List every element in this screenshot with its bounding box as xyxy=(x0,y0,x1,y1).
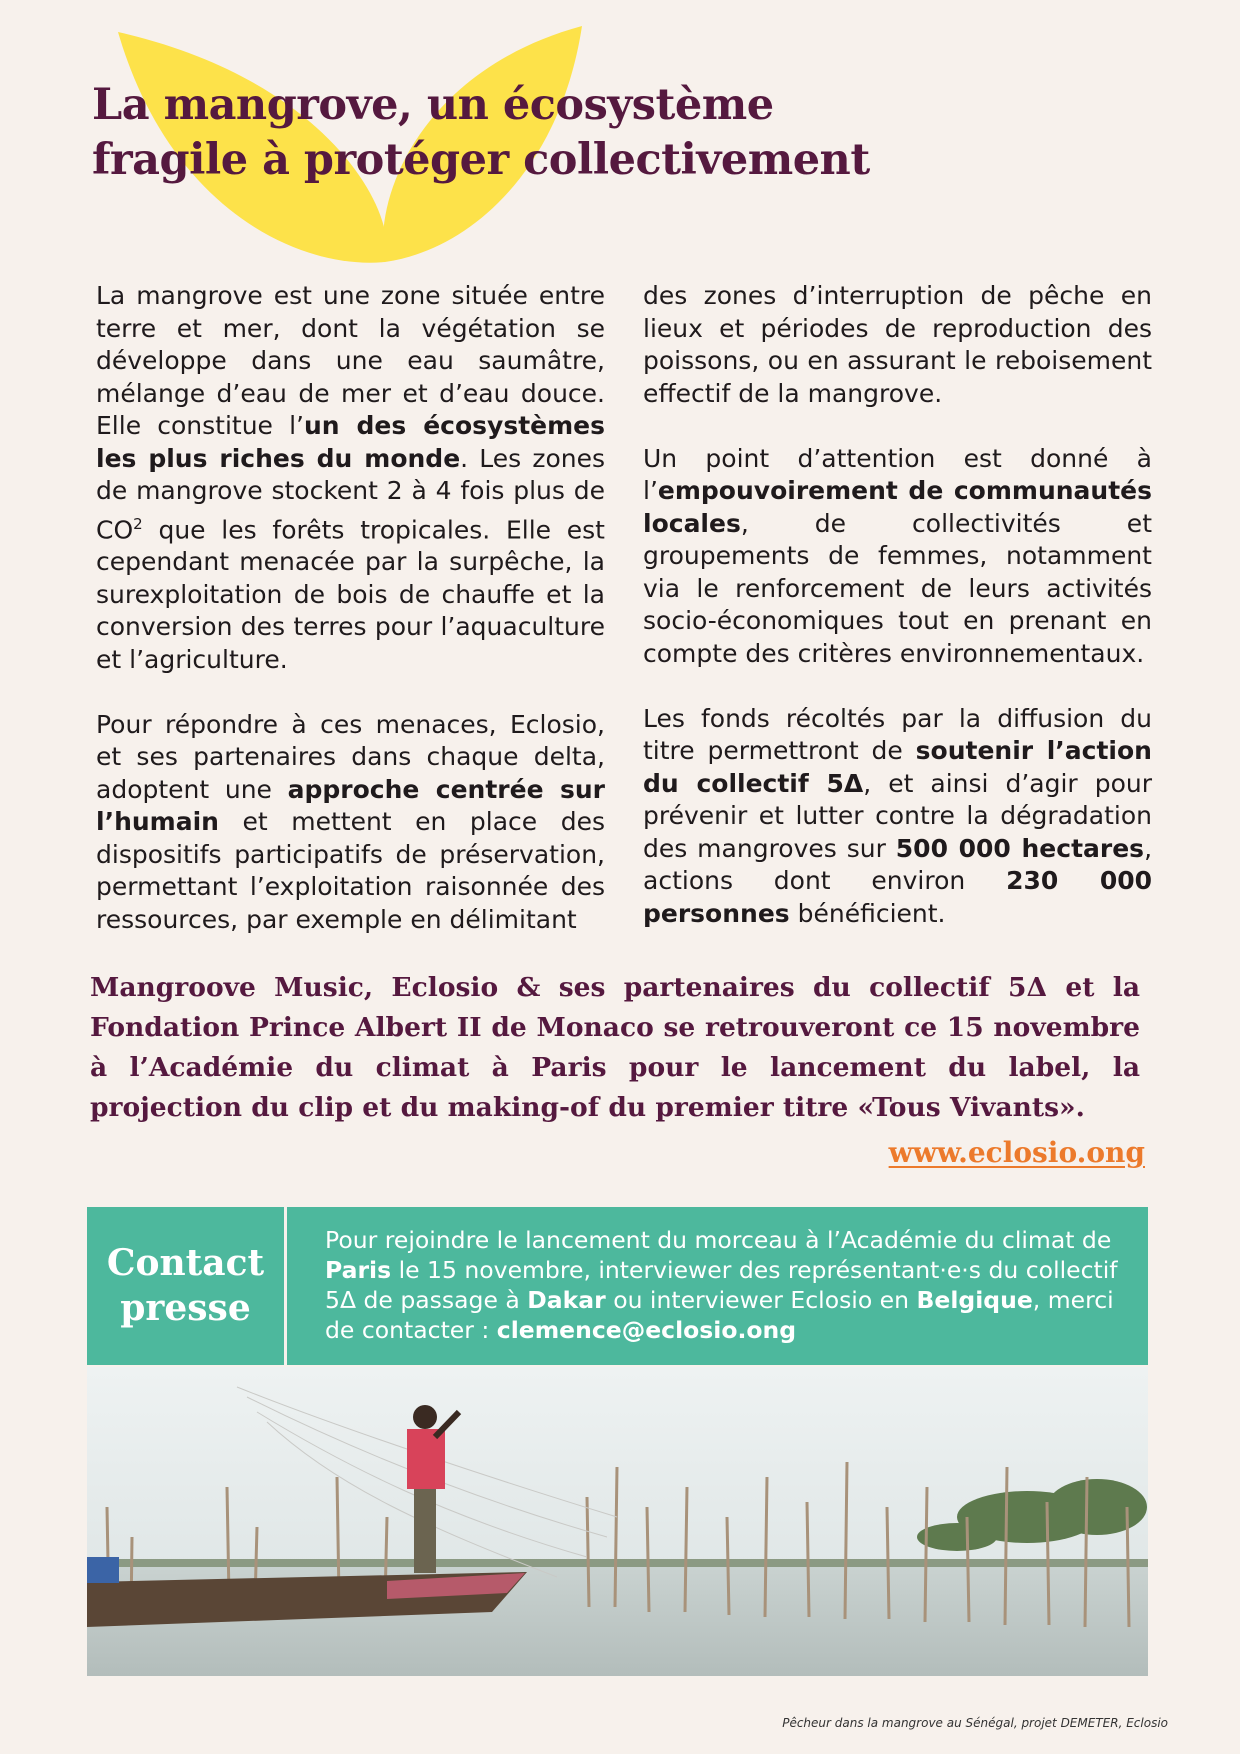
text-run: ou interviewer Eclosio en xyxy=(605,1286,917,1314)
bold-run: approche centrée sur l’humain xyxy=(96,774,605,837)
bold-run: soutenir l’action du collectif 5Δ xyxy=(643,736,1152,798)
body-columns xyxy=(96,280,1152,936)
left-column xyxy=(96,280,605,936)
text-run: Pour rejoindre le lancement du morceau à l’Académie du climat de xyxy=(325,1226,1112,1254)
paragraph-response xyxy=(96,709,605,937)
title-line-2: fragile à protéger collectivement xyxy=(92,135,870,185)
bold-run: Belgique xyxy=(916,1286,1033,1314)
website-link[interactable]: www.eclosio.ong xyxy=(888,1136,1145,1169)
paragraph-funds xyxy=(643,703,1152,931)
bold-run: un des écosystèmes les plus riches du monde xyxy=(96,411,605,473)
text-run: La mangrove est une zone située entre terre et mer, dont la végétation se développe dans une eau saumâtre, mélange d’eau de mer et d’eau douce. Elle constitue l’ xyxy=(96,281,605,440)
text-run: , merci de contacter : xyxy=(325,1286,1114,1344)
text-run: , et ainsi d’agir pour prévenir et lutter contre la dégradation des mangroves sur xyxy=(643,768,1152,863)
bold-run: 230 000 personnes xyxy=(643,866,1152,928)
text-run: Les fonds récoltés par la diffusion du titre permettront de xyxy=(643,703,1152,765)
paragraph-continuation: des zones d’interruption de pêche en lieux et périodes de reproduction des poissons, ou en assurant le reboisement effectif de la mangrove. xyxy=(643,281,1152,408)
bold-run: Dakar xyxy=(527,1286,606,1314)
text-run: que les forêts tropicales. Elle est cependant menacée par la surpêche, la surexploitation de bois de chauffe et la conversion des terres pour l’aquaculture et l’agriculture. xyxy=(96,514,605,674)
bold-run: empouvoirement de communautés locales xyxy=(643,476,1152,538)
paragraph-mangrove-intro xyxy=(96,280,605,676)
bold-run: Paris xyxy=(325,1256,392,1284)
text-run: et mettent en place des dispositifs participatifs de préservation, permettant l’exploitation raisonnée des ressources, par exemple en délimitant xyxy=(96,807,605,934)
photo-caption: Pêcheur dans la mangrove au Sénégal, projet DEMETER, Eclosio xyxy=(782,1716,1168,1730)
page-title xyxy=(92,78,1092,188)
text-run: le 15 novembre, interviewer des représentant·e·s du collectif 5Δ de passage à xyxy=(325,1256,1118,1314)
contact-details xyxy=(287,1207,1148,1365)
text-run: , de collectivités et groupements de femmes, notamment via le renforcement de leurs activités socio-économiques tout en prenant en compte des critères environnementaux. xyxy=(643,508,1152,668)
contact-heading-line-2: presse xyxy=(120,1287,251,1329)
right-column xyxy=(643,280,1152,936)
paragraph-empowerment xyxy=(643,443,1152,671)
text-run: bénéficient. xyxy=(789,898,946,928)
fisherman-photo xyxy=(87,1367,1148,1676)
text-run: Un point d’attention est donné à l’ xyxy=(643,443,1152,505)
text-run: , actions dont environ xyxy=(643,833,1153,895)
title-line-1: La mangrove, un écosystème xyxy=(92,80,774,130)
event-announcement: Mangroove Music, Eclosio & ses partenaires du collectif 5Δ et la Fondation Prince Albert II de Monaco se retrouveront ce 15 novembre à l’Académie du climat à Paris pour le lancement du label, la projection du clip et du making-of du premier titre «Tous Vivants». xyxy=(90,972,1140,1123)
press-contact-box xyxy=(87,1207,1148,1365)
contact-heading-line-1: Contact xyxy=(106,1242,265,1284)
superscript: 2 xyxy=(133,514,143,533)
bold-run: 500 000 hectares xyxy=(895,833,1145,863)
contact-heading xyxy=(87,1207,287,1365)
blue-barrel xyxy=(87,1557,119,1583)
contact-email[interactable]: clemence@eclosio.ong xyxy=(496,1316,797,1344)
text-run: Pour répondre à ces menaces, Eclosio, et ses partenaires dans chaque delta, adoptent une xyxy=(96,709,605,804)
text-run: . Les zones de mangrove stockent 2 à 4 fois plus de CO xyxy=(96,443,605,544)
mangrove-scene-illustration xyxy=(87,1367,1148,1676)
